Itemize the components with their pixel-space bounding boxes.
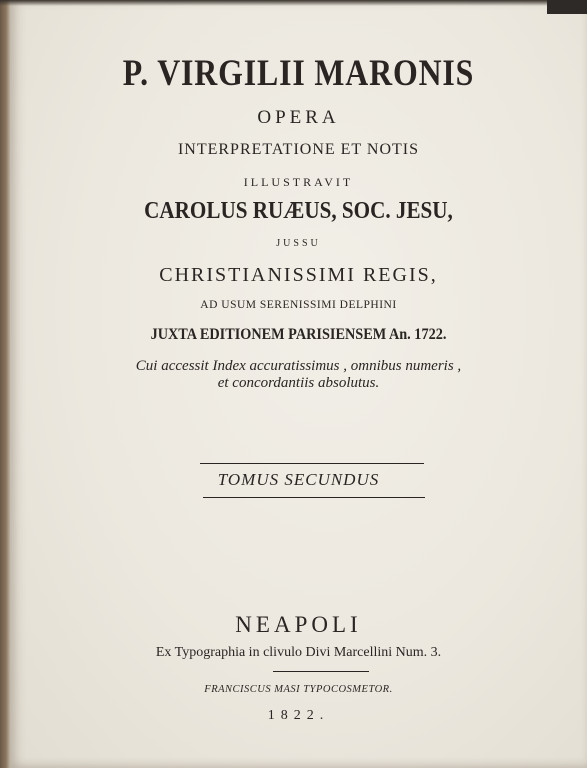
accessit-line-1: Cui accessit Index accuratissimus , omnibus numeris , — [135, 358, 462, 374]
volume-line: TOMUS SECUNDUS — [217, 470, 380, 489]
volume-rule-bottom — [203, 497, 425, 498]
edition-line: JUXTA EDITIONEM PARISIENSEM An. 1722. — [150, 326, 447, 343]
accessit-line-2: et concordantiis absolutus. — [217, 375, 380, 391]
illustravit-line: ILLUSTRAVIT — [243, 175, 354, 189]
top-shadow — [0, 0, 587, 6]
author-line: CAROLUS RUÆUS, SOC. JESU, — [144, 198, 453, 224]
printer-line: FRANCISCUS MASI TYPOCOSMETOR. — [204, 684, 393, 695]
regis-line: CHRISTIANISSIMI REGIS, — [159, 264, 438, 286]
press-line: Ex Typographia in clivulo Divi Marcellini Num. 3. — [155, 645, 442, 660]
volume-rule-top — [200, 463, 424, 464]
city-line: NEAPOLI — [235, 612, 362, 637]
background-corner — [547, 0, 587, 14]
usum-line: AD USUM SERENISSIMI DELPHINI — [200, 299, 397, 311]
opera-line: OPERA — [257, 107, 340, 128]
year-line: 1822. — [267, 708, 330, 723]
imprint-divider — [273, 671, 369, 672]
jussu-line: JUSSU — [276, 238, 321, 249]
work-title: P. VIRGILII MARONIS — [122, 53, 475, 94]
interpretatione-line: INTERPRETATIONE ET NOTIS — [177, 141, 420, 158]
title-page — [10, 0, 587, 768]
